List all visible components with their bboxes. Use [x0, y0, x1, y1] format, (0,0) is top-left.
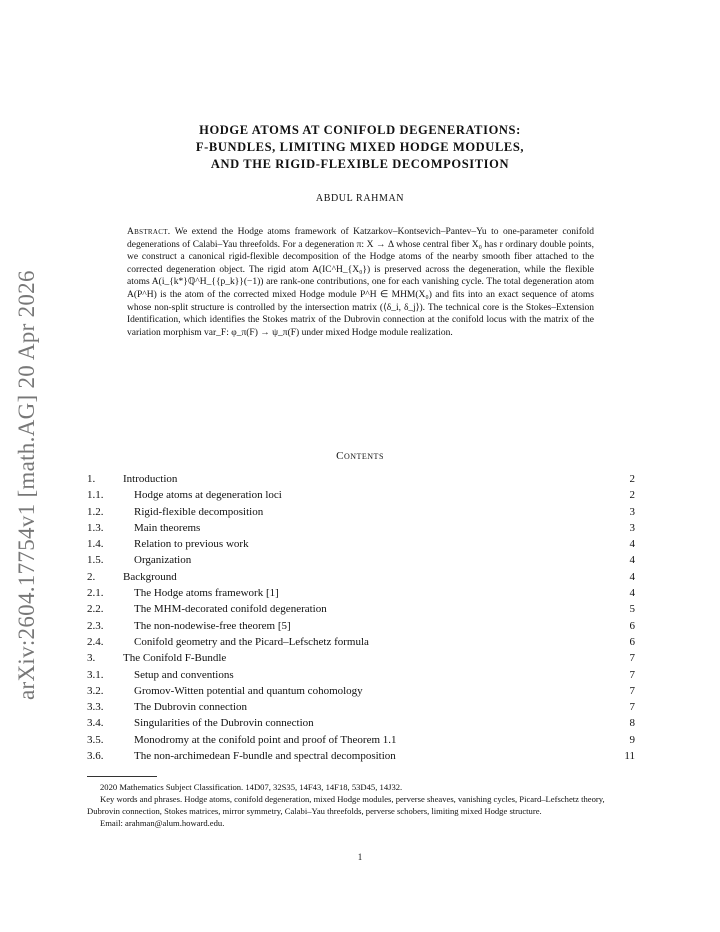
toc-entry-number: 3.1.: [87, 668, 104, 681]
toc-entry[interactable]: [87, 669, 635, 685]
toc-entry-page: 7: [629, 668, 635, 681]
page-number: 1: [357, 852, 363, 862]
footnote-rule: [87, 776, 157, 777]
toc-entry-number: 1.2.: [87, 505, 104, 518]
toc-entry-title: The non-archimedean F-bundle and spectral decomposition: [134, 750, 396, 763]
footnotes: [87, 781, 635, 829]
title-line-2: F-BUNDLES, LIMITING MIXED HODGE MODULES,: [195, 140, 525, 154]
toc-entry-page: 4: [629, 587, 635, 600]
toc-entry-page: 2: [629, 473, 635, 485]
toc-entry-page: 5: [629, 603, 635, 616]
toc-entry-number: 3.6.: [87, 750, 104, 763]
toc-entry-number: 1.5.: [87, 554, 104, 567]
toc-entry-number: 1.: [87, 473, 96, 485]
toc-entry-page: 3: [629, 521, 635, 534]
toc-entry[interactable]: [87, 571, 635, 587]
toc-entry[interactable]: [87, 522, 635, 538]
toc-entry-page: 6: [629, 635, 635, 648]
toc-entry-title: The non-nodewise-free theorem [5]: [134, 619, 291, 632]
toc-entry[interactable]: [87, 652, 635, 668]
abstract-label: Abstract.: [127, 227, 171, 237]
toc-entry-page: 6: [629, 619, 635, 632]
table-of-contents: [87, 473, 635, 766]
toc-entry-title: Relation to previous work: [134, 538, 249, 551]
toc-entry-number: 3.3.: [87, 701, 104, 714]
toc-entry-page: 7: [629, 701, 635, 714]
toc-entry-number: 3.: [87, 652, 96, 665]
toc-entry-page: 2: [629, 489, 635, 502]
toc-entry[interactable]: [87, 701, 635, 717]
toc-entry-title: Setup and conventions: [134, 668, 234, 681]
toc-entry[interactable]: [87, 603, 635, 619]
toc-entry-title: Monodromy at the conifold point and proof of Theorem 1.1: [134, 733, 397, 746]
toc-entry[interactable]: [87, 587, 635, 603]
toc-entry-number: 2.: [87, 570, 96, 583]
toc-entry[interactable]: [87, 538, 635, 554]
title-line-1: HODGE ATOMS AT CONIFOLD DEGENERATIONS:: [199, 123, 521, 137]
toc-entry-title: Hodge atoms at degeneration loci: [134, 489, 282, 502]
footnote-msc: 2020 Mathematics Subject Classification. 14D07, 32S35, 14F43, 14F18, 53D45, 14J32.: [100, 782, 403, 792]
toc-entry-title: Organization: [134, 554, 192, 567]
toc-entry-title: The Hodge atoms framework [1]: [134, 587, 279, 600]
toc-entry-title: Introduction: [123, 473, 178, 485]
toc-entry-page: 11: [624, 750, 635, 763]
toc-entry-number: 3.4.: [87, 717, 104, 730]
toc-entry-title: The MHM-decorated conifold degeneration: [134, 603, 327, 616]
toc-entry[interactable]: [87, 554, 635, 570]
toc-entry-title: The Dubrovin connection: [134, 701, 248, 714]
toc-entry-page: 4: [629, 538, 635, 551]
paper-title: [60, 122, 660, 173]
toc-entry-number: 3.5.: [87, 733, 104, 746]
abstract: [127, 226, 594, 339]
footnote-email: Email: arahman@alum.howard.edu.: [100, 818, 225, 828]
toc-entry-title: Rigid-flexible decomposition: [134, 505, 264, 518]
toc-entry[interactable]: [87, 489, 635, 505]
toc-entry[interactable]: [87, 506, 635, 522]
abstract-text: We extend the Hodge atoms framework of Katzarkov–Kontsevich–Pantev–Yu to one-parameter conifold degenerations of Calabi–Yau threefolds. For a degeneration π: X → Δ whose central fiber X₀ has r ordinary double points, we construct a canonical rigid-flexible decomposition of the Hodge atoms of the nearby smooth fiber attached to the corrected degeneration object. The rigid atom A(IC^H_{X₀}) is preserved across the degeneration, while the flexible atoms A(i_{k*}ℚ^H_{{p_k}}(−1)) are rank-one contributions, one for each vanishing cycle. The total degeneration atom A(P^H) is the atom of the corrected mixed Hodge module P^H ∈ MHM(X₀) and fits into an exact sequence of atoms whose non-split structure is controlled by the intersection matrix (⟨δ_i, δ_j⟩). The technical core is the Stokes–Extension Identification, which identifies the Stokes matrix of the Dubrovin connection at the conifold locus with the matrix of the variation morphism var_F: φ_π(F) → ψ_π(F) under mixed Hodge module realization.: [127, 227, 594, 338]
toc-entry-title: Gromov-Witten potential and quantum cohomology: [134, 684, 363, 697]
toc-entry-title: Conifold geometry and the Picard–Lefschetz formula: [134, 635, 369, 648]
contents-heading: Contents: [336, 450, 384, 462]
toc-entry-page: 7: [629, 684, 635, 697]
toc-entry-number: 2.4.: [87, 635, 104, 648]
toc-entry[interactable]: [87, 717, 635, 733]
toc-entry-title: The Conifold F-Bundle: [123, 652, 227, 665]
toc-entry[interactable]: [87, 620, 635, 636]
toc-entry[interactable]: [87, 750, 635, 766]
toc-entry-title: Main theorems: [134, 521, 201, 534]
toc-entry-page: 7: [629, 652, 635, 665]
toc-entry-page: 3: [629, 505, 635, 518]
toc-entry-number: 1.3.: [87, 521, 104, 534]
toc-entry-page: 4: [629, 554, 635, 567]
author-name: ABDUL RAHMAN: [315, 193, 405, 204]
arxiv-sidebar-stamp: [0, 240, 50, 700]
toc-entry-number: 3.2.: [87, 684, 104, 697]
toc-entry-title: Singularities of the Dubrovin connection: [134, 717, 314, 730]
toc-entry-number: 1.4.: [87, 538, 104, 551]
toc-entry-title: Background: [123, 570, 177, 583]
toc-entry-number: 2.2.: [87, 603, 104, 616]
arxiv-identifier: arXiv:2604.17754v1 [math.AG] 20 Apr 2026: [14, 270, 39, 700]
toc-entry-page: 8: [629, 717, 635, 730]
toc-entry-page: 4: [629, 570, 635, 583]
toc-entry-number: 2.3.: [87, 619, 104, 632]
footnote-keywords: Key words and phrases. Hodge atoms, conifold degeneration, mixed Hodge modules, perverse sheaves, vanishing cycles, Picard–Lefschetz theory, Dubrovin connection, Stokes matrices, mirror symmetry, Calabi–Yau threefolds, perverse schobers, limiting mixed Hodge structure.: [87, 794, 605, 816]
toc-entry[interactable]: [87, 473, 635, 489]
toc-entry[interactable]: [87, 734, 635, 750]
toc-entry[interactable]: [87, 685, 635, 701]
toc-entry[interactable]: [87, 636, 635, 652]
title-line-3: AND THE RIGID-FLEXIBLE DECOMPOSITION: [210, 157, 510, 171]
toc-entry-number: 2.1.: [87, 587, 104, 600]
toc-entry-page: 9: [629, 733, 635, 746]
toc-entry-number: 1.1.: [87, 489, 104, 502]
